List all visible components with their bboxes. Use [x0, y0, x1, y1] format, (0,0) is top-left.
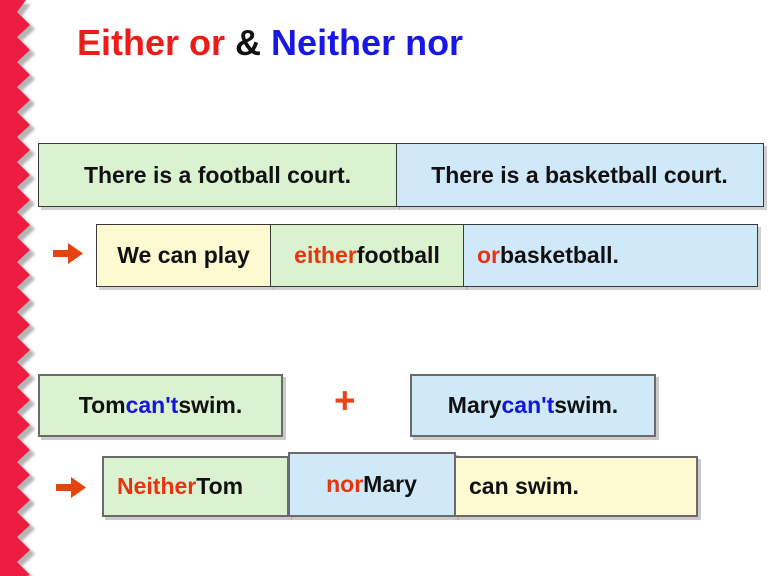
result-basketball-text: basketball.: [500, 242, 619, 268]
keyword-or: or: [477, 242, 500, 268]
result-either-football-box: [270, 224, 465, 287]
result-neither-tom-box: [102, 456, 289, 517]
keyword-either: either: [294, 242, 357, 268]
premise-tom-pre: Tom: [78, 392, 126, 418]
premise-basketball-court-box: [396, 143, 764, 207]
result-can-swim-box: [454, 456, 698, 517]
title-ampersand: &: [225, 22, 272, 63]
premise-tom-post: swim.: [178, 392, 243, 418]
result-we-can-play-text: We can play: [117, 242, 250, 268]
premise-basketball-court-text: There is a basketball court.: [431, 161, 728, 188]
premise-football-court-text: There is a football court.: [83, 161, 352, 188]
result-can-swim-text: can swim.: [469, 473, 579, 499]
premise-mary-box: [410, 374, 656, 437]
zigzag-border: [0, 0, 42, 576]
premise-football-court-box: [38, 143, 397, 207]
keyword-cant-2: can't: [501, 392, 555, 418]
result-tom-text: Tom: [196, 473, 244, 499]
result-or-basketball-box: [463, 224, 758, 287]
plus-sign: +: [334, 380, 356, 421]
result-we-can-play-box: [96, 224, 271, 287]
page-title: [77, 22, 463, 64]
keyword-nor: nor: [326, 471, 364, 497]
premise-mary-post: swim.: [554, 392, 619, 418]
keyword-cant-1: can't: [125, 392, 179, 418]
title-either-or: Either or: [77, 22, 226, 63]
title-neither-nor: Neither nor: [271, 22, 464, 63]
right-arrow-icon: [53, 243, 83, 264]
right-arrow-icon: [56, 477, 86, 498]
result-nor-mary-box: [288, 452, 456, 517]
premise-tom-box: [38, 374, 283, 437]
result-mary-text: Mary: [363, 471, 417, 497]
premise-mary-pre: Mary: [447, 392, 502, 418]
keyword-neither: Neither: [117, 473, 197, 499]
result-football-text: football: [356, 242, 440, 268]
